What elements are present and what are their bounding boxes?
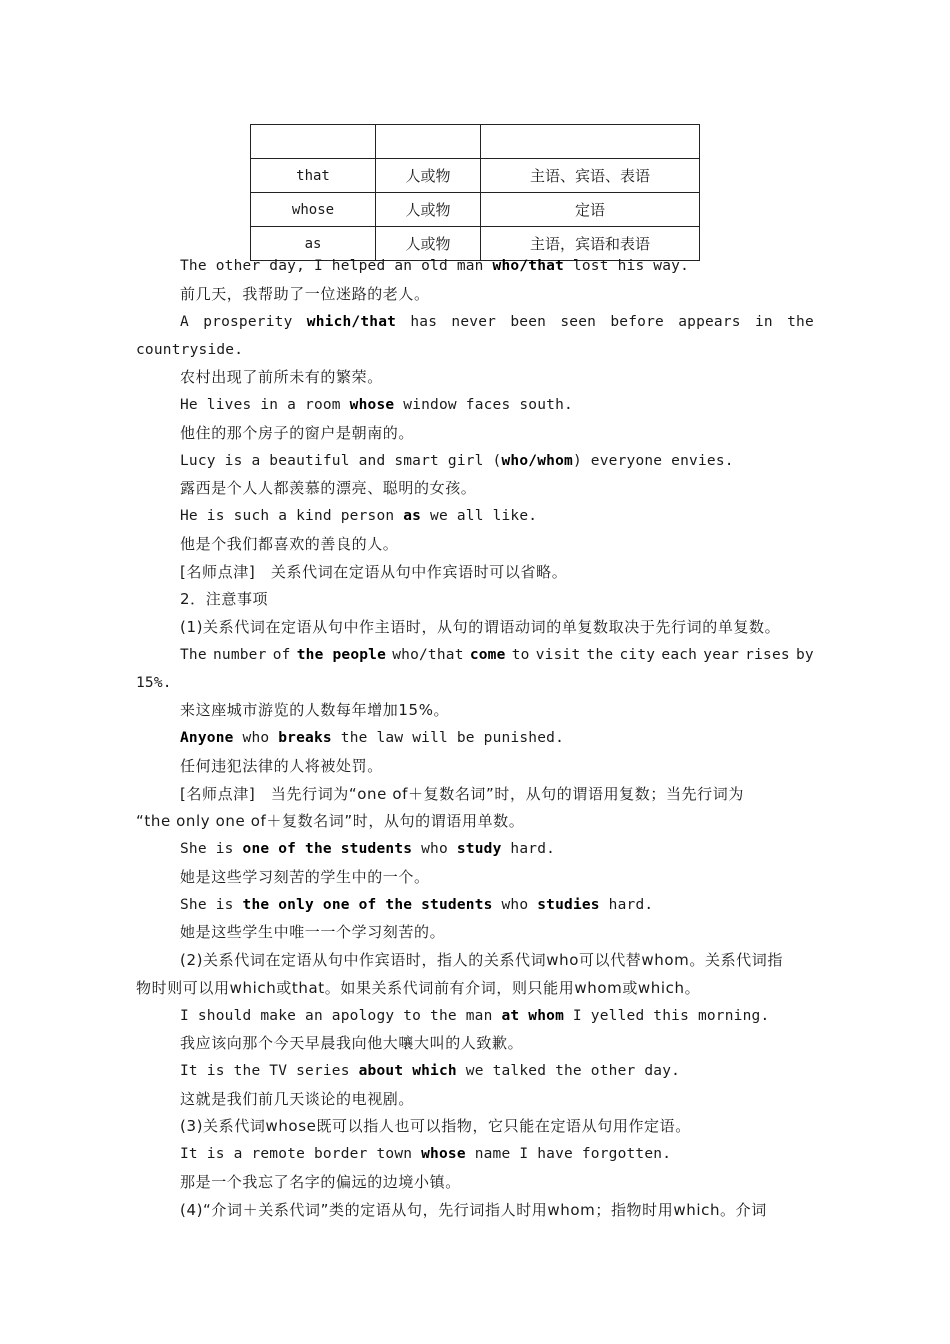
section-heading: 2．注意事项 — [180, 590, 269, 608]
translation-line: 他住的那个房子的窗户是朝南的。 — [180, 424, 415, 442]
example-sentence: I should make an apology to the man at whom I yelled this morning. — [180, 1008, 770, 1024]
translation-line: 任何违犯法律的人将被处罚。 — [180, 757, 383, 775]
example-sentence: Lucy is a beautiful and smart girl (who/whom) everyone envies. — [180, 453, 734, 469]
example-sentence: He is such a kind person as we all like. — [180, 508, 538, 524]
table-row — [251, 125, 700, 159]
example-sentence: She is the only one of the students who studies hard. — [180, 897, 654, 913]
pronoun-cell: that — [251, 159, 376, 193]
teacher-tip: [名师点津] 关系代词在定语从句中作宾语时可以省略。 — [180, 563, 568, 581]
function-cell: 主语、宾语、表语 — [481, 159, 700, 193]
teacher-tip: [名师点津] 当先行词为“one of＋复数名词”时，从句的谓语用复数；当先行词为 — [180, 785, 744, 803]
pronoun-cell — [251, 125, 376, 159]
translation-line: 前几天，我帮助了一位迷路的老人。 — [180, 285, 430, 303]
translation-line: 来这座城市游览的人数每年增加15%。 — [180, 701, 450, 719]
translation-line: 她是这些学生中唯一一个学习刻苦的。 — [180, 923, 446, 941]
refers-cell: 人或物 — [376, 159, 481, 193]
teacher-tip-continued: “the only one of＋复数名词”时，从句的谓语用单数。 — [136, 812, 525, 830]
refers-cell: 人或物 — [376, 227, 481, 261]
example-sentence: He lives in a room whose window faces south. — [180, 397, 573, 413]
example-sentence: It is a remote border town whose name I have forgotten. — [180, 1146, 672, 1162]
translation-line: 这就是我们前几天谈论的电视剧。 — [180, 1090, 415, 1108]
example-sentence: A prosperity which/that has never been seen before appears in the — [180, 314, 814, 330]
rule-paragraph: (4)“介词＋关系代词”类的定语从句，先行词指人时用whom；指物时用which。介词 — [180, 1201, 767, 1219]
function-cell — [481, 125, 700, 159]
table-row — [251, 159, 700, 193]
example-sentence-continued: countryside. — [136, 342, 244, 358]
rule-paragraph: (1)关系代词在定语从句中作主语时，从句的谓语动词的单复数取决于先行词的单复数。 — [180, 618, 781, 636]
function-cell: 定语 — [481, 193, 700, 227]
table-row — [251, 193, 700, 227]
example-sentence-continued: 15%. — [136, 675, 172, 691]
refers-cell — [376, 125, 481, 159]
pronoun-cell: as — [251, 227, 376, 261]
relative-pronoun-table — [250, 124, 700, 261]
rule-paragraph: (3)关系代词whose既可以指人也可以指物，它只能在定语从句用作定语。 — [180, 1117, 691, 1135]
translation-line: 农村出现了前所未有的繁荣。 — [180, 368, 383, 386]
example-sentence: She is one of the students who study hard. — [180, 841, 556, 857]
translation-line: 露西是个人人都羡慕的漂亮、聪明的女孩。 — [180, 479, 477, 497]
example-sentence: The other day, I helped an old man who/that lost his way. — [180, 258, 690, 274]
translation-line: 她是这些学习刻苦的学生中的一个。 — [180, 868, 430, 886]
function-cell: 主语，宾语和表语 — [481, 227, 700, 261]
translation-line: 我应该向那个今天早晨我向他大嚷大叫的人致歉。 — [180, 1034, 524, 1052]
rule-paragraph-continued: 物时则可以用which或that。如果关系代词前有介词，则只能用whom或which。 — [136, 979, 701, 997]
example-sentence: The number of the people who/that come to visit the city each year rises by — [180, 647, 814, 663]
rule-paragraph: (2)关系代词在定语从句中作宾语时，指人的关系代词who可以代替whom。关系代词指 — [180, 951, 783, 969]
translation-line: 他是个我们都喜欢的善良的人。 — [180, 535, 399, 553]
example-sentence: Anyone who breaks the law will be punished. — [180, 730, 565, 746]
refers-cell: 人或物 — [376, 193, 481, 227]
pronoun-cell: whose — [251, 193, 376, 227]
translation-line: 那是一个我忘了名字的偏远的边境小镇。 — [180, 1173, 461, 1191]
example-sentence: It is the TV series about which we talked the other day. — [180, 1063, 681, 1079]
